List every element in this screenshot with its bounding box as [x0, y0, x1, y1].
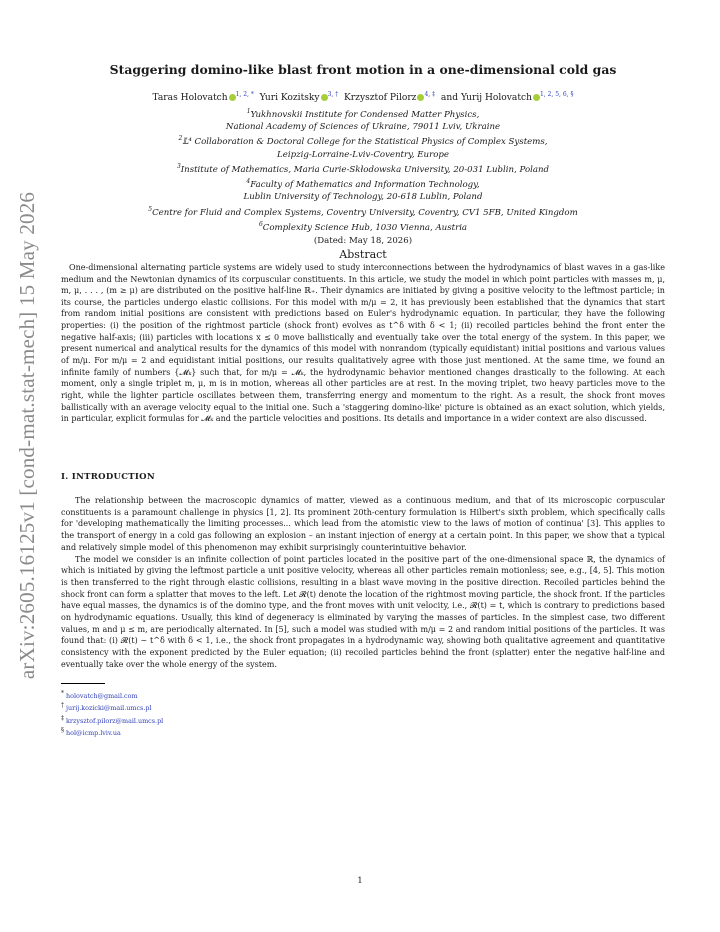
- author-name: Yuri Kozitsky: [259, 93, 320, 104]
- arxiv-identifier[interactable]: arXiv:2605.16125v1 [cond-mat.stat-mech] 15 May 2026: [15, 191, 40, 679]
- affiliation-number: 3: [176, 162, 181, 170]
- author-name: Yurij Holovatch: [460, 93, 532, 104]
- author-name: Taras Holovatch: [152, 93, 228, 104]
- footnote: [61, 701, 665, 714]
- paper-title: Staggering domino-like blast front motion in a one-dimensional cold gas: [109, 62, 617, 77]
- email-link[interactable]: krzysztof.pilorz@mail.umcs.pl: [66, 716, 164, 725]
- paragraph: The relationship between the macroscopic dynamics of matter, viewed as a continuous medium, and that of its microscopic corpuscular constituents is a paramount challenge in physics [1, 2]. Its prominent 20th-century formulation is Hilbert's sixth problem, which specifically calls for 'developing mathematically the limiting processes... which lead from the atomistic view to the laws of motion of continua' [3]. This applies to the transport of energy in a cold gas following an explosion – an instant injection of energy at a certain point. In this paper, we show that a typical and relatively simple model of this phenomenon may exhibit surprisingly counterintuitive behavior.: [61, 496, 665, 552]
- paragraph: The model we consider is an infinite collection of point particles located in the positive part of the one-dimensional space ℝ, the dynamics of which is initiated by giving the leftmost particle a unit positive velocity, whereas all other particles remain motionless; see, e.g., [4, 5]. This motion is then transferred to the right through elastic collisions, resulting in a blast wave moving in the positive direction. Recoiled particles behind the shock front can form a splatter that moves to the left. Let 𝓡(t) denote the location of the rightmost moving particle, the shock front. If the particles have equal masses, the dynamics is of the domino type, and the front moves with unit velocity, i.e., 𝓡(t) = t, which is contrary to predictions based on hydrodynamic equations. Usually, this kind of degeneracy is eliminated by varying the masses of particles. In the simplest case, two different values, m and μ ≤ m, are periodically alternated. In [5], such a model was studied with m/μ = 2 and random initial positions of the particles. It was found that: (i) 𝓡(t) ∼ t^δ with δ < 1, i.e., the shock front propagates in a hydrodynamic way, showing both qualitative agreement and quantitative consistency with the exponent predicted by the Euler equation; (ii) recoiled particles behind the front (splatter) enter the negative half-line and eventually take over the whole energy of the system.: [61, 554, 665, 669]
- footnote-mark: †: [61, 702, 64, 710]
- affiliation-line: 𝕃⁴ Collaboration & Doctoral College for the Statistical Physics of Complex Systems,: [182, 137, 548, 148]
- affiliation-line: Yukhnovskii Institute for Condensed Matter Physics,: [250, 109, 480, 120]
- affiliation-number: 6: [258, 220, 263, 228]
- footnote-mark: §: [61, 727, 64, 735]
- affiliation-line: Faculty of Mathematics and Information Technology,: [250, 179, 480, 190]
- affiliation-line: Leipzig-Lorraine-Lviv-Coventry, Europe: [277, 149, 449, 160]
- orcid-icon[interactable]: [229, 94, 236, 101]
- author-conjunction: and: [440, 93, 459, 104]
- email-link[interactable]: jurij.kozicki@mail.umcs.pl: [66, 704, 152, 713]
- abstract-text: One-dimensional alternating particle systems are widely used to study interconnections between the hydrodynamics of blast waves in a gas-like medium and the Newtonian dynamics of its corpuscular constituents. In this article, we study the model in which point particles with masses m, μ, m, μ, . . . , (m ≥ μ) are distributed on the positive half-line ℝ₊. Their dynamics are initiated by giving a positive velocity to the leftmost particle; in its course, the particles undergo elastic collisions. For this model with m/μ = 2, it has previously been established that the dynamics that start from random initial positions are consistent with predictions based on Euler's hydrodynamic equation. In particular, they have the following properties: (i) the position of the rightmost particle (shock front) evolves as t^δ with δ < 1; (ii) recoiled particles behind the front enter the negative half-axis; (iii) particles with locations x ≤ 0 move ballistically and eventually take over the total energy of the system. In this paper, we present numerical and analytical results for the dynamics of this model with nonrandom (typically equidistant) initial positions and various values of m/μ. For m/μ = 2 and equidistant initial positions, our results qualitatively agree with those just mentioned. At the same time, we found an infinite family of numbers {𝓜ₖ} such that, for m/μ = 𝓜ₖ, the hydrodynamic behavior mentioned changes drastically to the following. At each moment, only a single triplet m, μ, m is in motion, whereas all other particles are at rest. In the moving triplet, two heavy particles move to the right, while the lighter particle oscillates between them, transferring energy and momentum to the right. As a result, the shock front moves ballistically with an average velocity equal to the initial one. Such a 'staggering domino-like' picture is obtained as an exact solution, which yields, in particular, explicit formulas for 𝓜ₖ and the particle velocities and positions. Its details and importance in a wider context are also discussed.: [61, 262, 665, 424]
- affiliation-number: 2: [178, 135, 183, 143]
- orcid-icon[interactable]: [533, 94, 540, 101]
- body-text: [61, 495, 665, 671]
- author-affiliation-marks[interactable]: 1, 2, 5, 6, §: [539, 91, 574, 98]
- affiliations: [61, 106, 665, 234]
- date-line: (Dated: May 18, 2026): [313, 235, 413, 246]
- author-affiliation-marks[interactable]: 3, †: [327, 91, 339, 98]
- footnote-rule: [61, 683, 105, 684]
- footnote: [61, 714, 665, 727]
- section-heading: I. INTRODUCTION: [61, 472, 155, 483]
- footnote: [61, 689, 665, 702]
- email-link[interactable]: holovatch@gmail.com: [66, 691, 138, 700]
- footnote: [61, 726, 665, 739]
- footnotes: [61, 689, 665, 740]
- paper-content: [61, 62, 665, 739]
- orcid-icon[interactable]: [321, 94, 328, 101]
- affiliation-line: Lublin University of Technology, 20-618 Lublin, Poland: [243, 192, 483, 203]
- affiliation-line: Centre for Fluid and Complex Systems, Coventry University, Coventry, CV1 5FB, United Kingdom: [152, 207, 578, 218]
- footnote-mark: ‡: [61, 714, 64, 722]
- arxiv-sidebar: [8, 191, 48, 679]
- author-list: [61, 91, 665, 103]
- author-affiliation-marks[interactable]: 1, 2, *: [235, 91, 254, 98]
- page-number: 1: [357, 876, 363, 886]
- abstract-heading: Abstract: [339, 247, 387, 261]
- abstract: [61, 262, 665, 425]
- author-affiliation-marks[interactable]: 4, ‡: [424, 91, 436, 98]
- affiliation-number: 5: [148, 205, 153, 213]
- footnote-mark: *: [61, 689, 64, 697]
- affiliation-line: National Academy of Sciences of Ukraine, 79011 Lviv, Ukraine: [225, 122, 501, 133]
- author-name: Krzysztof Pilorz: [344, 93, 417, 104]
- affiliation-number: 4: [246, 178, 251, 186]
- affiliation-number: 1: [246, 108, 251, 116]
- email-link[interactable]: hol@icmp.lviv.ua: [66, 729, 121, 738]
- affiliation-line: Institute of Mathematics, Maria Curie-Skłodowska University, 20-031 Lublin, Poland: [180, 164, 550, 175]
- affiliation-line: Complexity Science Hub, 1030 Vienna, Austria: [262, 222, 468, 233]
